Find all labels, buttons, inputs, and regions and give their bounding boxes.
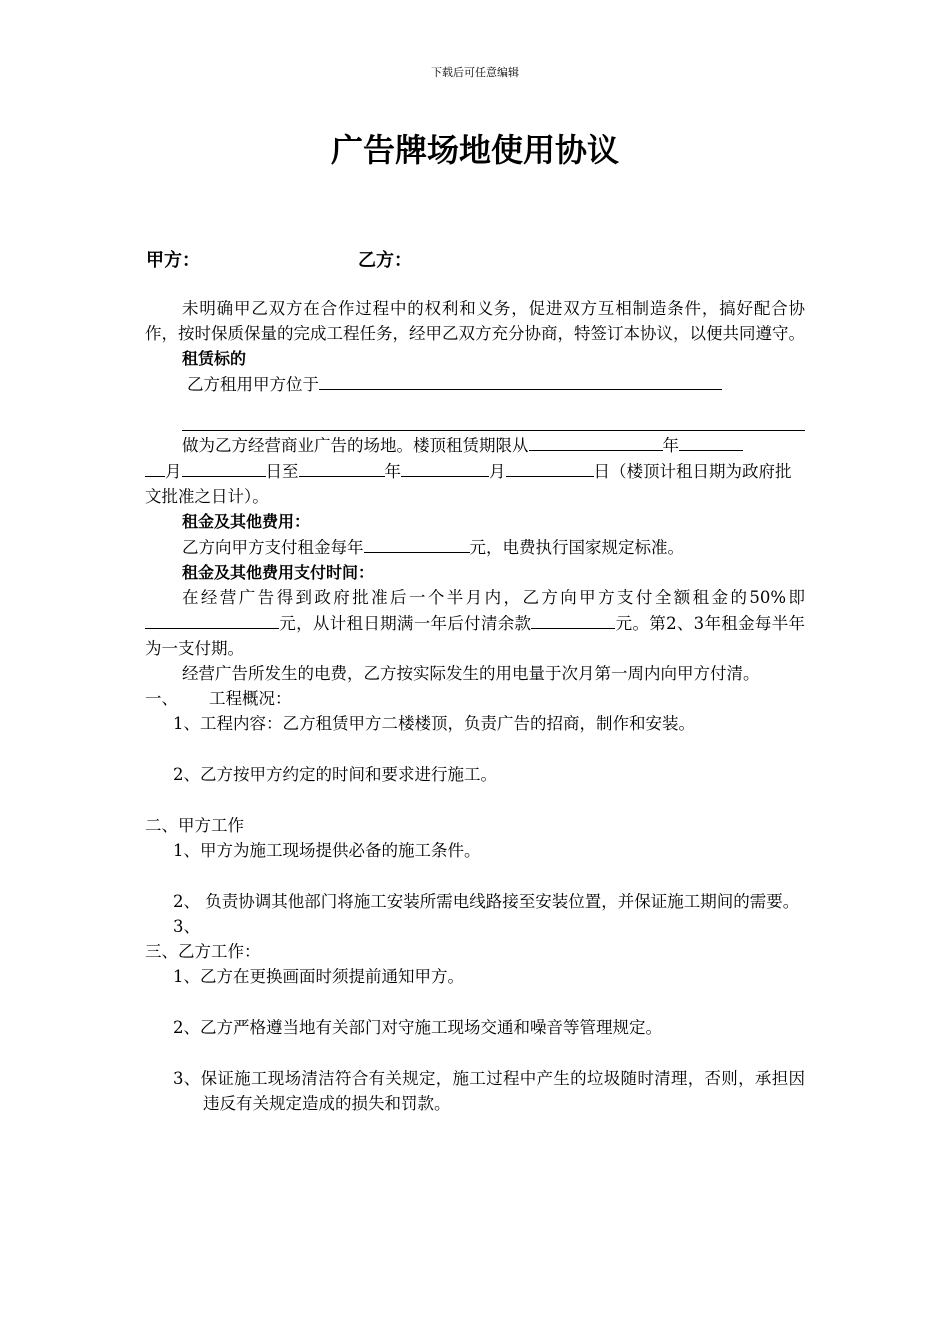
month-blank-1a — [679, 432, 743, 451]
month-label-1: 月 — [165, 462, 182, 481]
section-3-item-3: 3、保证施工现场清洁符合有关规定，施工过程中产生的垃圾随时清理，否则，承担因违反有关规定造成的损失和罚款。 — [173, 1069, 805, 1113]
section-3-item-1: 1、乙方在更换画面时须提前通知甲方。 — [173, 967, 464, 986]
party-b-label: 乙方： — [358, 250, 412, 271]
year-label-1: 年 — [662, 436, 679, 455]
month-blank-2 — [401, 458, 489, 477]
lease-location-prefix: 乙方租用甲方位于 — [187, 375, 319, 394]
rent-text-suffix: 元，电费执行国家规定标准。 — [469, 538, 684, 557]
payment-text-a: 在经营广告得到政府批准后一个半月内，乙方向甲方支付全额租金的50%即 — [182, 588, 805, 607]
lease-location-line — [145, 371, 805, 397]
section-3-item-2: 2、乙方严格遵当地有关部门对守施工现场交通和噪音等管理规定。 — [173, 1018, 662, 1037]
section-1-title: 工程概况： — [209, 689, 292, 708]
payment-text-c: 元。第2、3年租金每半年为一支付期。 — [145, 614, 805, 658]
document-body — [145, 296, 805, 1116]
day-to-label: 日至 — [265, 462, 299, 481]
document-title: 广告牌场地使用协议 — [330, 131, 619, 169]
lease-term-paragraph — [145, 432, 805, 509]
header-note: 下载后可任意编辑 — [431, 66, 519, 79]
section-2-item-3: 3、 — [173, 917, 200, 936]
rent-paragraph — [145, 534, 805, 560]
section-1-number: 一、 — [145, 689, 178, 708]
payment-heading: 租金及其他费用支付时间： — [182, 563, 375, 582]
payment-amount-blank-1 — [145, 610, 279, 629]
location-blank — [319, 371, 722, 390]
section-2-item-1: 1、甲方为施工现场提供必备的施工条件。 — [173, 841, 481, 860]
parties-line — [146, 249, 412, 273]
section-1-heading — [145, 686, 805, 711]
lease-day-note: 日（楼顶计租日期为政府批文批准之日计）。 — [145, 462, 792, 506]
location-blank-line — [182, 429, 805, 431]
section-1-item-2: 2、乙方按甲方约定的时间和要求进行施工。 — [173, 765, 497, 784]
year-blank-2 — [299, 458, 385, 477]
lease-use-text: 做为乙方经营商业广告的场地。楼顶租赁期限从 — [182, 436, 529, 455]
year-blank-1 — [529, 432, 663, 451]
month-blank-1b — [145, 458, 165, 477]
rent-amount-blank — [364, 534, 470, 553]
payment-paragraph-1 — [145, 585, 805, 661]
month-label-2: 月 — [489, 462, 506, 481]
lease-heading: 租赁标的 — [182, 349, 247, 368]
payment-paragraph-2: 经营广告所发生的电费，乙方按实际发生的用电量于次月第一周内向甲方付清。 — [182, 664, 760, 683]
year-label-2: 年 — [384, 462, 401, 481]
day-blank-2 — [506, 458, 594, 477]
intro-paragraph: 未明确甲乙双方在合作过程中的权利和义务，促进双方互相制造条件，搞好配合协作，按时保质保量的完成工程任务，经甲乙双方充分协商，特签订本协议，以便共同遵守。 — [145, 299, 805, 343]
section-2-item-2: 2、 负责协调其他部门将施工安装所需电线路接至安装位置，并保证施工期间的需要。 — [173, 892, 800, 911]
party-a-label: 甲方： — [146, 250, 200, 271]
rent-heading: 租金及其他费用： — [182, 512, 311, 531]
section-3-heading: 三、乙方工作： — [145, 942, 261, 961]
payment-amount-blank-2 — [531, 610, 615, 629]
payment-text-b: 元，从计租日期满一年后付清余款 — [279, 614, 532, 633]
section-2-heading: 二、甲方工作 — [145, 816, 244, 835]
rent-text-prefix: 乙方向甲方支付租金每年 — [182, 538, 364, 557]
section-1-item-1: 1、工程内容：乙方租赁甲方二楼楼顶，负责广告的招商，制作和安装。 — [173, 714, 695, 733]
day-blank-1 — [182, 458, 266, 477]
